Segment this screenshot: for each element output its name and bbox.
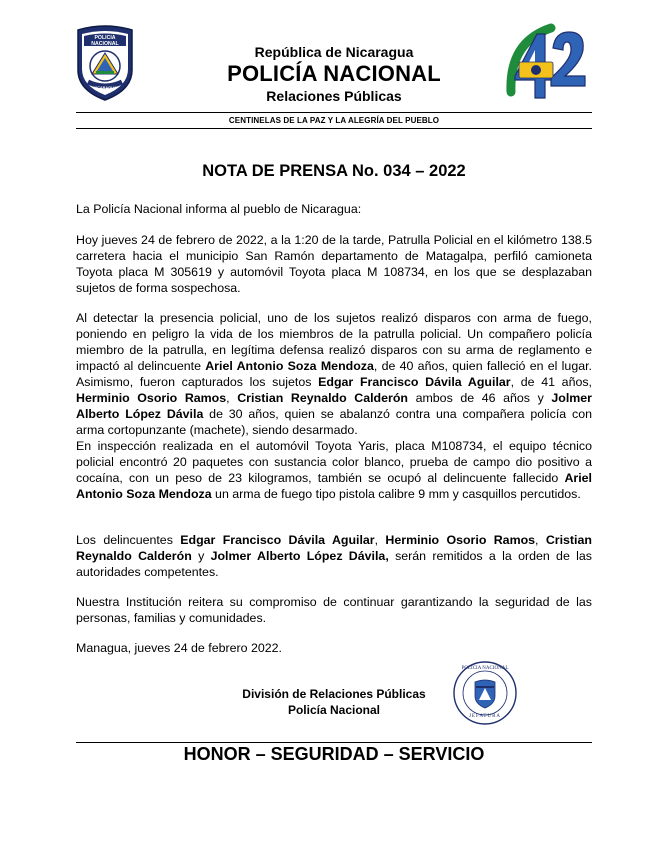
press-release-title: NOTA DE PRENSA No. 034 – 2022 <box>202 162 466 180</box>
header-rule-top <box>76 112 592 113</box>
paragraph-1: Hoy jueves 24 de febrero de 2022, a la 1:20 de la tarde, Patrulla Policial en el kilómetro 138.5 carretera hacia el municipio San Ramón departamento de Matagalpa, perfiló camioneta Toyota placa M 305619 y automóvil Toyota placa M 108734, en los que se desplazaban sujetos de forma sospechosa. <box>76 233 592 295</box>
intro-paragraph: La Policía Nacional informa al pueblo de Nicaragua: <box>76 202 362 216</box>
header-republic: República de Nicaragua <box>254 44 414 60</box>
logo-right-number <box>563 86 564 87</box>
logo-left-bottom-text: NICARAGUA <box>93 86 117 90</box>
paragraph-2: Al detectar la presencia policial, uno de los sujetos realizó disparos con arma de fuego, poniendo en peligro la vida de los miembros de la patrulla policial. Un compañero policía miembro de la patrulla, en legítima defensa realizó disparos con su arma de reglamento e impactó al delincuente Ariel Antonio Soza Mendoza, de 40 años, quien falleció en el lugar. Asimismo, fueron capturados los sujetos Edgar Francisco Dávila Aguilar, de 41 años, Herminio Osorio Ramos, Cristian Reynaldo Calderón ambos de 46 años y Jolmer Alberto López Dávila de 30 años, quien se abalanzó contra una compañera policía con arma cortopunzante (machete), siendo desarmado. <box>76 311 592 437</box>
seal-bottom-text: JEFATURA <box>468 714 502 719</box>
logo-left-text: POLICIA NACIONAL <box>91 35 119 47</box>
place-date: Managua, jueves 24 de febrero 2022. <box>76 641 282 655</box>
anniversary-42-logo <box>505 22 589 106</box>
footer-rule <box>76 742 592 743</box>
police-shield-logo <box>74 24 136 102</box>
signature-police: Policía Nacional <box>287 703 381 717</box>
paragraph-4: Los delincuentes Edgar Francisco Dávila Aguilar, Herminio Osorio Ramos, Cristian Reynaldo Calderón y Jolmer Alberto López Dávila, serán remitidos a la orden de las autoridades competentes. <box>76 533 592 579</box>
header-rule-bottom <box>76 128 592 129</box>
header-police: POLICÍA NACIONAL <box>227 61 441 86</box>
seal-top-text: POLICIA NACIONAL <box>461 666 509 671</box>
jefatura-seal-stamp <box>452 660 518 726</box>
footer-motto: HONOR – SEGURIDAD – SERVICIO <box>183 744 485 764</box>
paragraph-5: Nuestra Institución reitera su compromiso de continuar garantizando la seguridad de las personas, familias y comunidades. <box>76 595 592 625</box>
paragraph-3: En inspección realizada en el automóvil Toyota Yaris, placa M108734, el equipo técnico policial encontró 20 paquetes con sustancia color blanco, prueba de campo dio positivo a cocaína, con un peso de 23 kilogramos, también se ocupó al delincuente fallecido Ariel Antonio Soza Mendoza un arma de fuego tipo pistola calibre 9 mm y casquillos percutidos. <box>76 439 592 501</box>
signature-division: División de Relaciones Públicas <box>242 687 426 701</box>
header-public-relations: Relaciones Públicas <box>266 88 402 104</box>
header-motto: CENTINELAS DE LA PAZ Y LA ALEGRÍA DEL PUEBLO <box>228 116 440 125</box>
